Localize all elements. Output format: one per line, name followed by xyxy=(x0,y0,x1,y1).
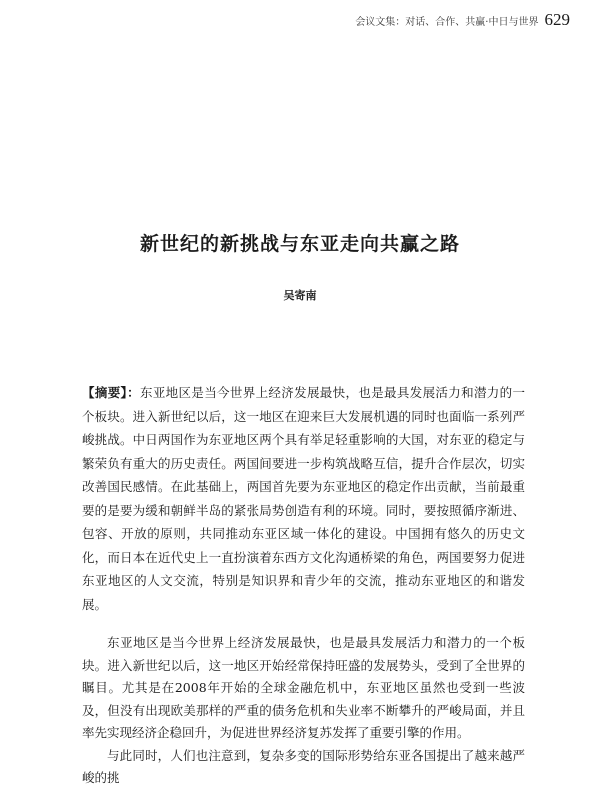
abstract-label: 【摘要】： xyxy=(82,385,140,400)
page-number: 629 xyxy=(544,10,570,29)
abstract-text: 东亚地区是当今世界上经济发展最快，也是最具发展活力和潜力的一个板块。进入新世纪以后，这一地区在迎来巨大发展机遇的同时也面临一系列严峻挑战。中日两国作为东亚地区两个具有举足轻重影响的大国，对东亚的稳定与繁荣负有重大的历史责任。两国间要进一步构筑战略互信，提升合作层次，切实改善国民感情。在此基础上，两国首先要为东亚地区的稳定作出贡献，当前最重要的是要为缓和朝鲜半岛的紧张局势创造有利的环境。同时，要按照循序渐进、包容、开放的原则，共同推动东亚区域一体化的建设。中国拥有悠久的历史文化，而日本在近代史上一直扮演着东西方文化沟通桥梁的角色，两国要努力促进东亚地区的人文交流，特别是知识界和青少年的交流，推动东亚地区的和谐发展。 xyxy=(82,385,525,612)
journal-series-title: 会议文集：对话、合作、共赢·中日与世界 xyxy=(355,17,539,28)
article-author: 吴寄南 xyxy=(283,289,317,302)
running-head xyxy=(330,10,570,30)
abstract xyxy=(82,381,525,616)
body-paragraph: 与此同时，人们也注意到，复杂多变的国际形势给东亚各国提出了越来越严峻的挑 xyxy=(82,747,525,785)
article-title: 新世纪的新挑战与东亚走向共赢之路 xyxy=(139,233,460,255)
article-body xyxy=(82,632,525,790)
body-paragraph: 东亚地区是当今世界上经济发展最快，也是最具发展活力和潜力的一个板块。进入新世纪以后，这一地区开始经常保持旺盛的发展势头，受到了全世界的瞩目。尤其是在2008年开始的全球金融危机中，东亚地区虽然也受到一些波及，但没有出现欧美那样的严重的债务危机和失业率不断攀升的严峻局面，并且率先实现经济企稳回升，为促进世界经济复苏发挥了重要引擎的作用。 xyxy=(82,635,525,740)
